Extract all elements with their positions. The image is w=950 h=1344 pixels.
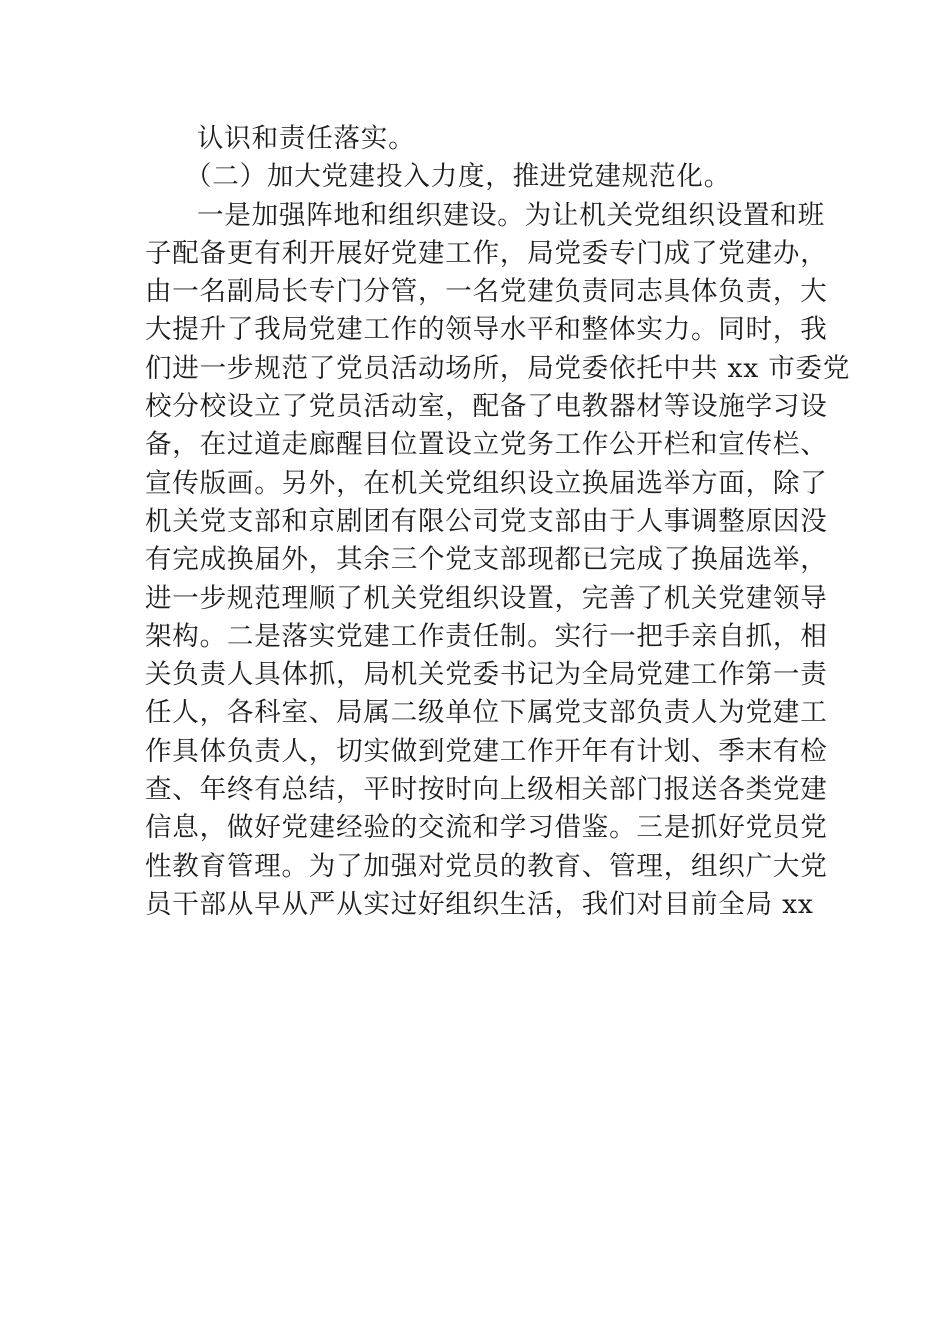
paragraph-line: 查、年终有总结，平时按时向上级相关部门报送各类党建	[145, 774, 828, 806]
paragraph-line: 子配备更有利开展好党建工作，局党委专门成了党建办，	[145, 237, 828, 269]
paragraph-line: 们进一步规范了党员活动场所，局党委依托中共 xx 市委党	[145, 352, 851, 384]
paragraph-line: 由一名副局长专门分管，一名党建负责同志具体负责，大	[145, 276, 828, 308]
paragraph-line: 信息，做好党建经验的交流和学习借鉴。三是抓好党员党	[145, 812, 828, 844]
paragraph-line: 关负责人具体抓，局机关党委书记为全局党建工作第一责	[145, 659, 828, 691]
paragraph-line: 作具体负责人，切实做到党建工作开年有计划、季末有检	[145, 735, 828, 767]
paragraph-line: 校分校设立了党员活动室，配备了电教器材等设施学习设	[145, 391, 828, 423]
paragraph-line: 认识和责任落实。	[197, 123, 416, 154]
paragraph-line: 架构。二是落实党建工作责任制。实行一把手亲自抓，相	[145, 620, 828, 652]
paragraph-line: 宣传版画。另外，在机关党组织设立换届选举方面，除了	[145, 467, 828, 499]
paragraph-line: 员干部从早从严从实过好组织生活，我们对目前全局 xx	[145, 888, 814, 920]
paragraph-line: 大提升了我局党建工作的领导水平和整体实力。同时，我	[145, 314, 828, 346]
body-text	[145, 120, 851, 924]
paragraph-line: 任人，各科室、局属二级单位下属党支部负责人为党建工	[145, 697, 828, 729]
paragraph-line: 一是加强阵地和组织建设。为让机关党组织设置和班	[197, 199, 825, 231]
paragraph-line: 有完成换届外，其余三个党支部现都已完成了换届选举，	[145, 544, 828, 576]
paragraph-line: 性教育管理。为了加强对党员的教育、管理，组织广大党	[145, 850, 828, 882]
paragraph-line: 机关党支部和京剧团有限公司党支部由于人事调整原因没	[145, 505, 828, 537]
paragraph-line: 进一步规范理顺了机关党组织设置，完善了机关党建领导	[145, 582, 828, 614]
paragraph-line: 备，在过道走廊醒目位置设立党务工作公开栏和宣传栏、	[145, 429, 828, 461]
section-heading: （二）加大党建投入力度，推进党建规范化。	[185, 161, 731, 193]
